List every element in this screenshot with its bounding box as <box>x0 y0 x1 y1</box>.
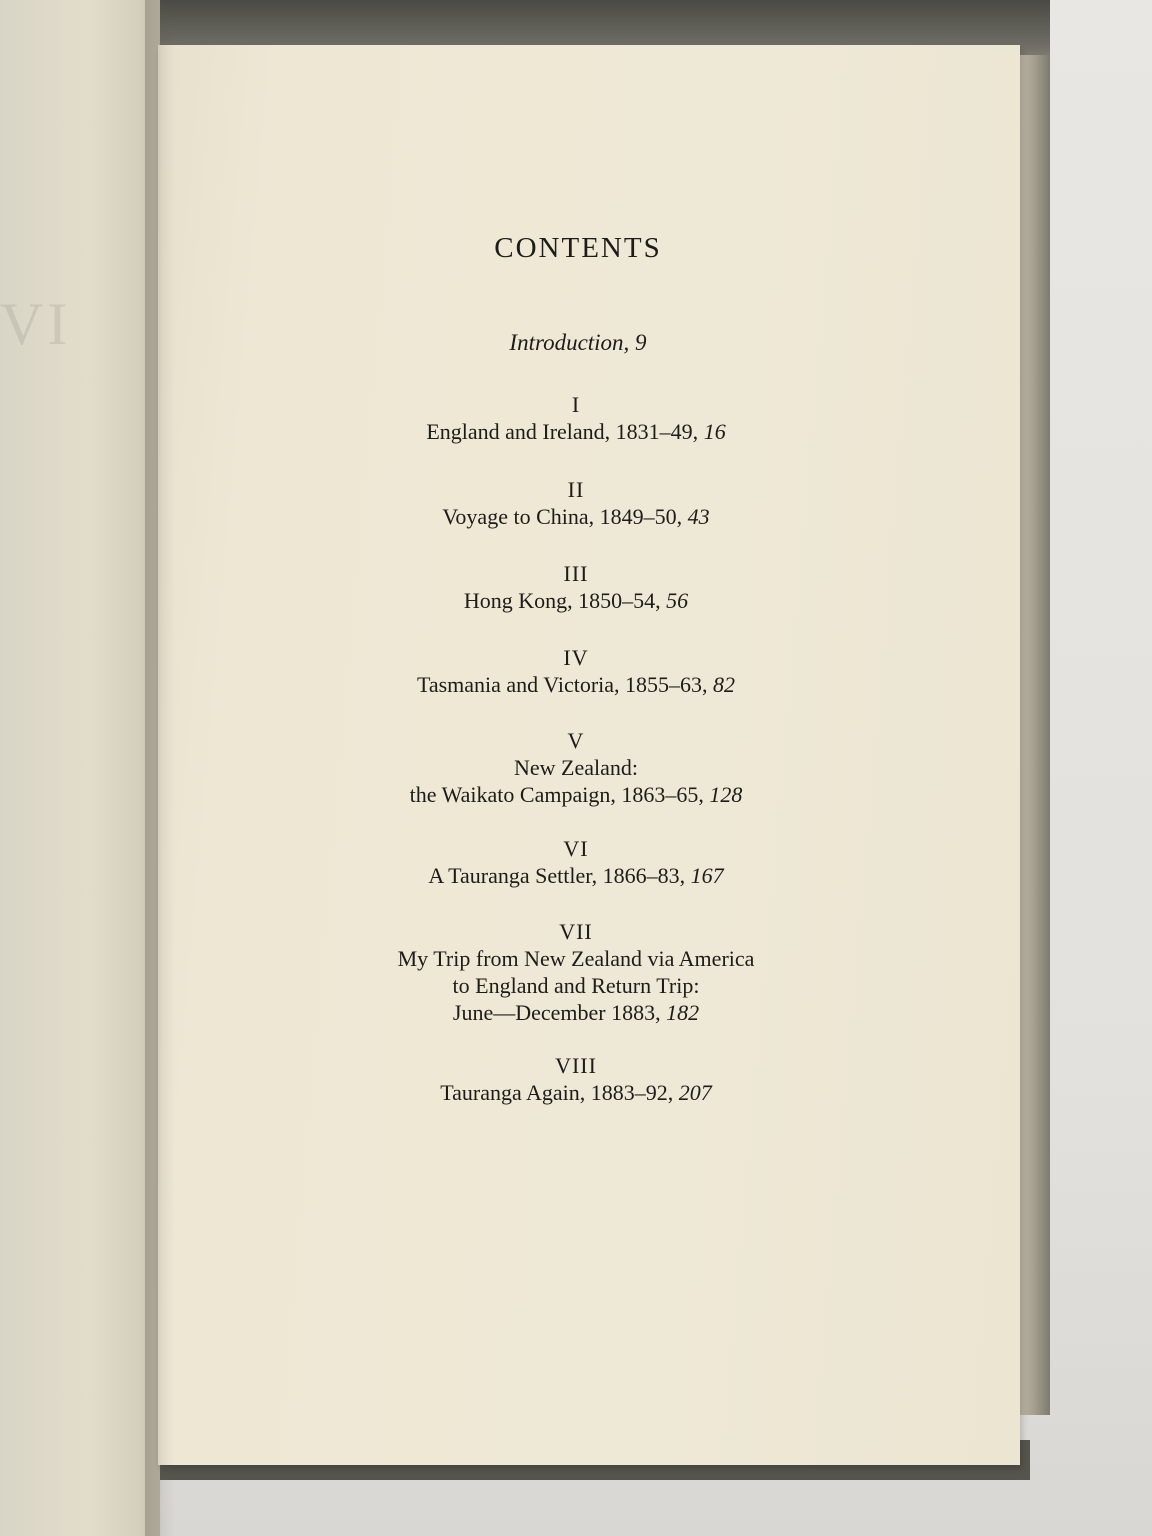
chapter-page-number: 56 <box>666 588 689 613</box>
chapter-page-number: 128 <box>709 782 743 807</box>
chapter-title-line: Tasmania and Victoria, 1855–63, 82 <box>416 672 736 697</box>
chapter-numeral: IV <box>563 645 589 670</box>
chapter-numeral: VIII <box>555 1053 597 1078</box>
introduction-entry: Introduction, 9 <box>509 330 647 355</box>
chapter-numeral: VII <box>559 919 593 944</box>
chapter-page-number: 207 <box>678 1080 712 1105</box>
book-gutter-shadow <box>145 0 175 1536</box>
chapter-page-number: 167 <box>690 863 724 888</box>
chapter-title-line: My Trip from New Zealand via America <box>397 946 755 971</box>
left-page <box>0 0 160 1536</box>
chapter-page-number: 43 <box>687 504 710 529</box>
chapter-numeral: VI <box>563 836 589 861</box>
chapter-numeral: III <box>563 561 589 586</box>
chapter-title-line: England and Ireland, 1831–49, 16 <box>426 419 726 444</box>
chapter-entry <box>158 727 994 808</box>
chapter-title-line: the Waikato Campaign, 1863–65, 128 <box>409 782 743 807</box>
chapter-title-line: to England and Return Trip: <box>452 973 700 998</box>
chapter-title-line: Hong Kong, 1850–54, 56 <box>463 588 689 613</box>
chapter-page-number: 82 <box>713 672 736 697</box>
chapter-numeral: V <box>567 728 585 753</box>
show-through-mark: VI <box>0 291 72 357</box>
chapter-entry <box>158 644 994 698</box>
chapter-title-line: A Tauranga Settler, 1866–83, 167 <box>428 863 724 888</box>
chapter-entry <box>158 918 994 1026</box>
chapter-numeral: II <box>567 477 585 502</box>
chapter-entry <box>158 1052 994 1106</box>
chapter-page-number: 16 <box>703 419 726 444</box>
chapter-entry <box>158 560 994 614</box>
chapter-entry <box>158 476 994 530</box>
chapter-title-line: June—December 1883, 182 <box>452 1000 700 1025</box>
chapter-title-line: New Zealand: <box>514 755 638 780</box>
chapter-entry <box>158 835 994 889</box>
chapter-entry <box>158 391 994 445</box>
table-of-contents <box>158 45 1020 1465</box>
chapter-title-line: Voyage to China, 1849–50, 43 <box>442 504 710 529</box>
contents-page <box>158 45 1020 1465</box>
contents-heading: CONTENTS <box>494 232 662 264</box>
chapter-title-line: Tauranga Again, 1883–92, 207 <box>440 1080 712 1105</box>
chapter-numeral: I <box>571 392 581 417</box>
chapter-page-number: 182 <box>666 1000 700 1025</box>
